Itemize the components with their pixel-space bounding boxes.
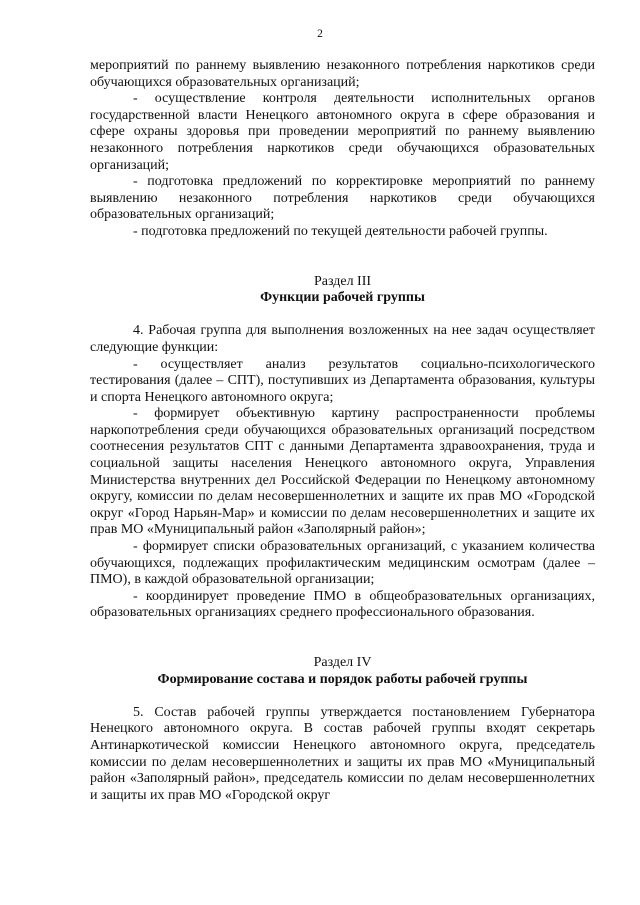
paragraph: - формирует списки образовательных организаций, с указанием количества обучающихся, подлежащих профилактическим медицинским осмотрам (далее – ПМО), в каждой образовательной организации; <box>90 539 595 588</box>
paragraph: мероприятий по раннему выявлению незаконного потребления наркотиков среди обучающихся образовательных организаций; <box>90 58 595 90</box>
section-gap <box>90 688 595 705</box>
section-title: Функции рабочей группы <box>260 290 425 306</box>
section-label: Раздел III <box>313 273 372 289</box>
paragraph: - подготовка предложений по текущей деятельности рабочей группы. <box>133 223 548 239</box>
section-title: Формирование состава и порядок работы рабочей группы <box>157 671 528 687</box>
paragraph: 5. Состав рабочей группы утверждается постановлением Губернатора Ненецкого автономного округа. В состав рабочей группы входят секретарь Антинаркотической комиссии Ненецкого автономного округа, председатель комиссии по делам несовершеннолетних и защиты их прав МО «Муниципальный район «Заполярный район», председатель комиссии по делам несовершеннолетних и защиты их прав МО «Городской округ <box>90 704 595 803</box>
paragraph: - формирует объективную картину распространенности проблемы наркопотребления среди обучающихся образовательных организаций посредством соотнесения результатов СПТ с данными Департамента здравоохранения, труда и социальной защиты населения Ненецкого автономного округа, Управления Министерства внутренних дел Российской Федерации по Ненецкому автономному округу, комиссии по делам несовершеннолетних и защите их прав МО «Городской округ «Город Нарьян-Мар» и комиссии по делам несовершеннолетних и защите их прав МО «Муниципальный район «Заполярный район»; <box>90 406 595 538</box>
document-body <box>90 58 595 804</box>
paragraph: - осуществляет анализ результатов социально-психологического тестирования (далее – СПТ), поступивших из Департамента образования, культуры и спорта Ненецкого автономного округа; <box>90 356 595 405</box>
paragraph: 4. Рабочая группа для выполнения возложенных на нее задач осуществляет следующие функции: <box>90 323 595 355</box>
section-label: Раздел IV <box>313 655 372 670</box>
section-gap <box>90 307 595 324</box>
page-number: 2 <box>317 28 323 40</box>
paragraph: - подготовка предложений по корректировке мероприятий по раннему выявлению незаконного потребления наркотиков среди обучающихся образовательных организаций; <box>90 174 595 223</box>
section-gap <box>90 241 595 274</box>
paragraph: - осуществление контроля деятельности исполнительных органов государственной власти Ненецкого автономного округа в сфере образования и сфере охраны здоровья при проведении мероприятий по раннему выявлению незаконного потребления наркотиков среди обучающихся образовательных организаций; <box>90 91 595 173</box>
section-gap <box>90 622 595 655</box>
paragraph: - координирует проведение ПМО в общеобразовательных организациях, образовательных организациях среднего профессионального образования. <box>90 588 595 621</box>
